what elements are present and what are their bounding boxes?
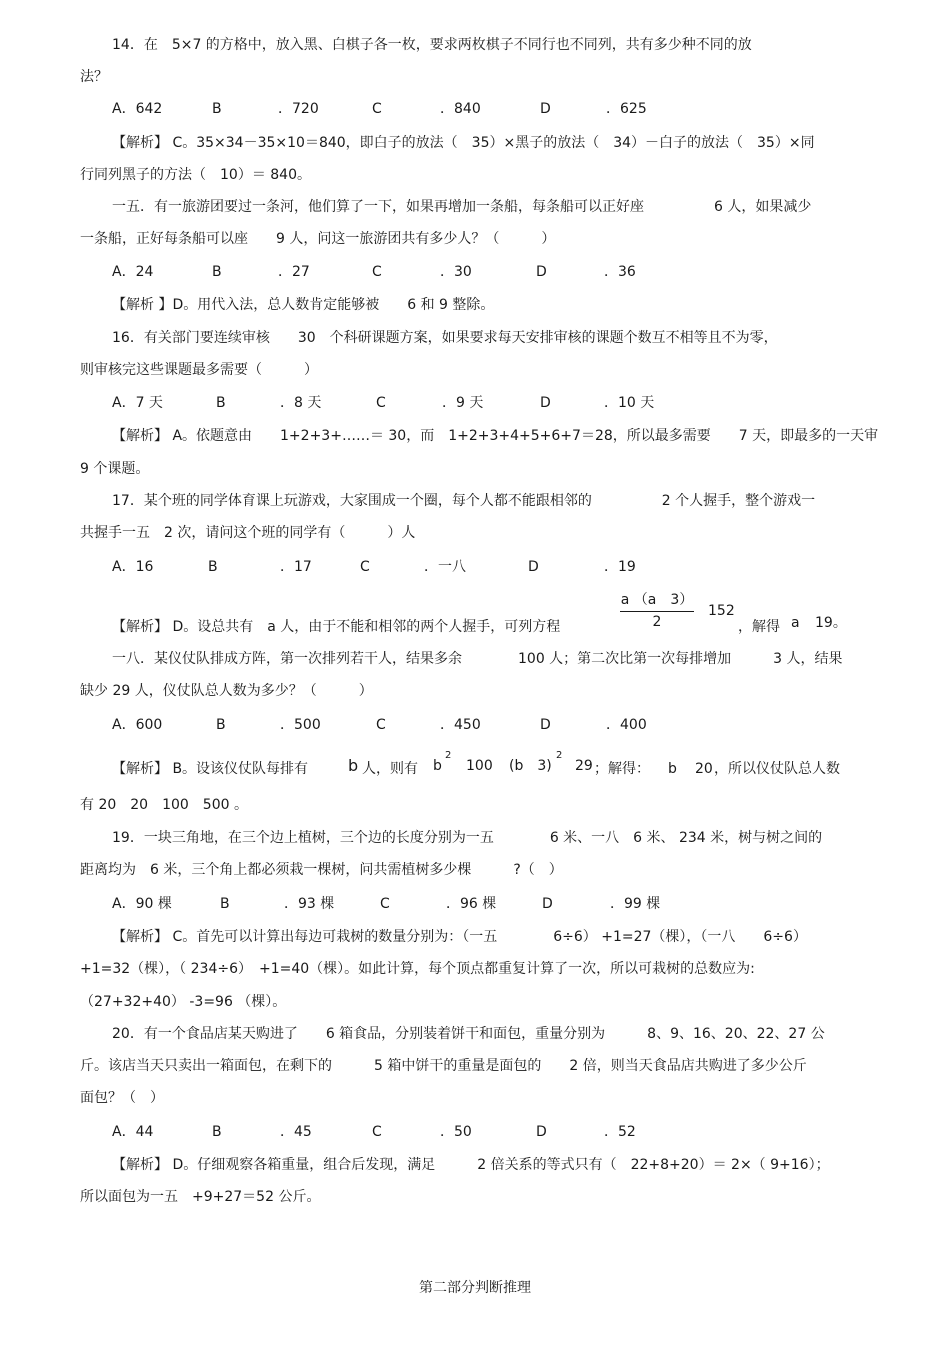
- q17-fraction: [620, 592, 694, 630]
- option-c-value: ．30: [440, 264, 472, 280]
- q17-explanation-text: 【解析】 D。设总共有 a 人，由于不能和相邻的两个人握手，可列方程: [112, 619, 561, 635]
- q17-solution-value: 19。: [815, 615, 847, 631]
- section-footer-title: 第二部分判断推理: [419, 1280, 531, 1296]
- option-b-letter: B: [212, 1124, 222, 1140]
- option-a: A．642: [112, 101, 163, 117]
- q18-explanation-a: 【解析】 B。设该仪仗队每排有: [112, 761, 309, 777]
- option-d-value: ．52: [604, 1124, 636, 1140]
- q19-explanation-line2: +1=32（棵），（ 234÷6） +1=40（棵）。如此计算，每个顶点都重复计算了一次，所以可栽树的总数应为:: [80, 961, 755, 977]
- option-b-letter: B: [216, 717, 226, 733]
- option-b-value: ．45: [280, 1124, 312, 1140]
- option-b-value: ．93 棵: [284, 896, 335, 912]
- q18-eq-b: b: [433, 758, 442, 774]
- q18-eq-b-plus-3: (b 3): [509, 758, 552, 774]
- option-d-value: ．19: [604, 559, 636, 575]
- q18-eq-100: 100: [466, 758, 493, 774]
- q15-stem-line1: 一五．有一旅游团要过一条河，他们算了一下，如果再增加一条船，每条船可以正好座 6 人，如果减少: [112, 199, 812, 215]
- option-d-letter: D: [540, 395, 551, 411]
- q16-stem-line1: 16．有关部门要连续审核 30 个科研课题方案，如果要求每天安排审核的课题个数互不相等且不为零，: [112, 330, 778, 346]
- q18-explanation-b: 人，则有: [362, 761, 418, 777]
- option-c-value: ．9 天: [442, 395, 484, 411]
- q19-stem-line2: 距离均为 6 米，三个角上都必须栽一棵树，问共需植树多少棵 ?（ ）: [80, 862, 563, 878]
- q16-stem-line2: 则审核完这些课题最多需要（ ）: [80, 362, 318, 378]
- option-c-letter: C: [360, 559, 370, 575]
- option-a: A．90 棵: [112, 896, 172, 912]
- q19-explanation-line1: 【解析】 C。首先可以计算出每边可栽树的数量分别为：（一五 6÷6） +1=27（棵），（一八 6÷6）: [112, 929, 807, 945]
- q20-stem-line2: 斤。该店当天只卖出一箱面包，在剩下的 5 箱中饼干的重量是面包的 2 倍，则当天食品店共购进了多少公斤: [80, 1058, 807, 1074]
- fraction-bar: [620, 611, 694, 612]
- q14-stem-line2: 法？: [80, 69, 108, 85]
- q20-explanation-line1: 【解析】 D。仔细观察各箱重量，组合后发现，满足 2 倍关系的等式只有（ 22+8+20）＝ 2×（ 9+16）；: [112, 1157, 830, 1173]
- option-d-value: ．99 棵: [610, 896, 661, 912]
- option-b-value: ．500: [280, 717, 321, 733]
- q18-explanation-line2: 有 20 20 100 500 。: [80, 797, 248, 813]
- q20-stem-line3: 面包？（ ）: [80, 1090, 164, 1106]
- option-c-letter: C: [376, 717, 386, 733]
- option-a: A．24: [112, 264, 154, 280]
- option-d-value: ．36: [604, 264, 636, 280]
- fraction-denominator: 2: [652, 614, 662, 630]
- option-d-value: ．10 天: [604, 395, 655, 411]
- q18-var-b: b: [348, 756, 359, 775]
- q16-explanation-line1: 【解析】 A。依题意由 1+2+3+……＝ 30，而 1+2+3+4+5+6+7＝28，所以最多需要 7 天，即最多的一天审: [112, 428, 879, 444]
- q20-explanation-line2: 所以面包为一五 +9+27＝52 公斤。: [80, 1189, 321, 1205]
- q18-stem-line2: 缺少 29 人，仪仗队总人数为多少？（ ）: [80, 683, 373, 699]
- q17-explanation-tail: ，解得: [738, 619, 780, 635]
- q17-equation-rhs: 152: [708, 603, 735, 619]
- q15-stem-line2: 一条船，正好每条船可以座 9 人，问这一旅游团共有多少人？（ ）: [80, 231, 556, 247]
- q14-stem-line1: 14．在 5×7 的方格中，放入黑、白棋子各一枚，要求两枚棋子不同行也不同列，共有多少种不同的放: [112, 37, 752, 53]
- option-a: A．44: [112, 1124, 154, 1140]
- option-b-letter: B: [220, 896, 230, 912]
- option-d-letter: D: [540, 717, 551, 733]
- option-d-letter: D: [542, 896, 553, 912]
- q18-solution-20: 20: [695, 761, 713, 777]
- q18-explanation-c: ；解得：: [594, 761, 650, 777]
- option-b-letter: B: [212, 264, 222, 280]
- option-c-value: ．96 棵: [446, 896, 497, 912]
- option-d-letter: D: [528, 559, 539, 575]
- q18-sup-2b: 2: [556, 750, 563, 761]
- option-d-letter: D: [536, 264, 547, 280]
- option-b-value: ．720: [278, 101, 319, 117]
- option-b-value: ．17: [280, 559, 312, 575]
- option-b-value: ．27: [278, 264, 310, 280]
- q14-explanation-line1: 【解析】 C。35×34－35×10＝840，即白子的放法（ 35）×黑子的放法（ 34）－白子的放法（ 35）×同: [112, 135, 815, 151]
- option-d-value: ．400: [606, 717, 647, 733]
- fraction-numerator: a （a 3）: [620, 592, 694, 608]
- q19-explanation-line3: （27+32+40） -3=96 （棵）。: [80, 994, 287, 1010]
- q18-explanation-d: ，所以仪仗队总人数: [714, 761, 840, 777]
- option-c-value: ．840: [440, 101, 481, 117]
- option-b-letter: B: [212, 101, 222, 117]
- option-c-letter: C: [380, 896, 390, 912]
- q14-explanation-line2: 行同列黑子的方法（ 10）＝ 840。: [80, 167, 311, 183]
- option-c-value: ．一八: [424, 559, 466, 575]
- option-c-value: ．450: [440, 717, 481, 733]
- option-b-letter: B: [208, 559, 218, 575]
- option-a: A．7 天: [112, 395, 163, 411]
- q16-explanation-line2: 9 个课题。: [80, 461, 150, 477]
- q17-solution-var: a: [791, 615, 800, 631]
- q17-stem-line2: 共握手一五 2 次，请问这个班的同学有（ ）人: [80, 525, 416, 541]
- option-d-letter: D: [540, 101, 551, 117]
- q18-solution-b: b: [668, 761, 677, 777]
- option-b-letter: B: [216, 395, 226, 411]
- option-c-letter: C: [372, 264, 382, 280]
- q15-explanation-line1: 【解析 】D。用代入法，总人数肯定能够被 6 和 9 整除。: [112, 297, 495, 313]
- option-a: A．16: [112, 559, 154, 575]
- option-d-value: ．625: [606, 101, 647, 117]
- q18-eq-29: 29: [575, 758, 593, 774]
- option-d-letter: D: [536, 1124, 547, 1140]
- option-c-letter: C: [376, 395, 386, 411]
- q17-stem-line1: 17．某个班的同学体育课上玩游戏，大家围成一个圈，每个人都不能跟相邻的 2 个人握手，整个游戏一: [112, 493, 816, 509]
- q18-sup-2: 2: [445, 750, 452, 761]
- option-c-letter: C: [372, 101, 382, 117]
- option-c-value: ．50: [440, 1124, 472, 1140]
- option-b-value: ．8 天: [280, 395, 322, 411]
- option-a: A．600: [112, 717, 163, 733]
- q18-stem-line1: 一八．某仪仗队排成方阵，第一次排列若干人，结果多余 100 人；第二次比第一次每排增加 3 人，结果: [112, 651, 843, 667]
- option-c-letter: C: [372, 1124, 382, 1140]
- q20-stem-line1: 20．有一个食品店某天购进了 6 箱食品，分别装着饼干和面包，重量分别为 8、9、16、20、22、27 公: [112, 1026, 825, 1042]
- q19-stem-line1: 19．一块三角地，在三个边上植树，三个边的长度分别为一五 6 米、一八 6 米、 234 米，树与树之间的: [112, 830, 823, 846]
